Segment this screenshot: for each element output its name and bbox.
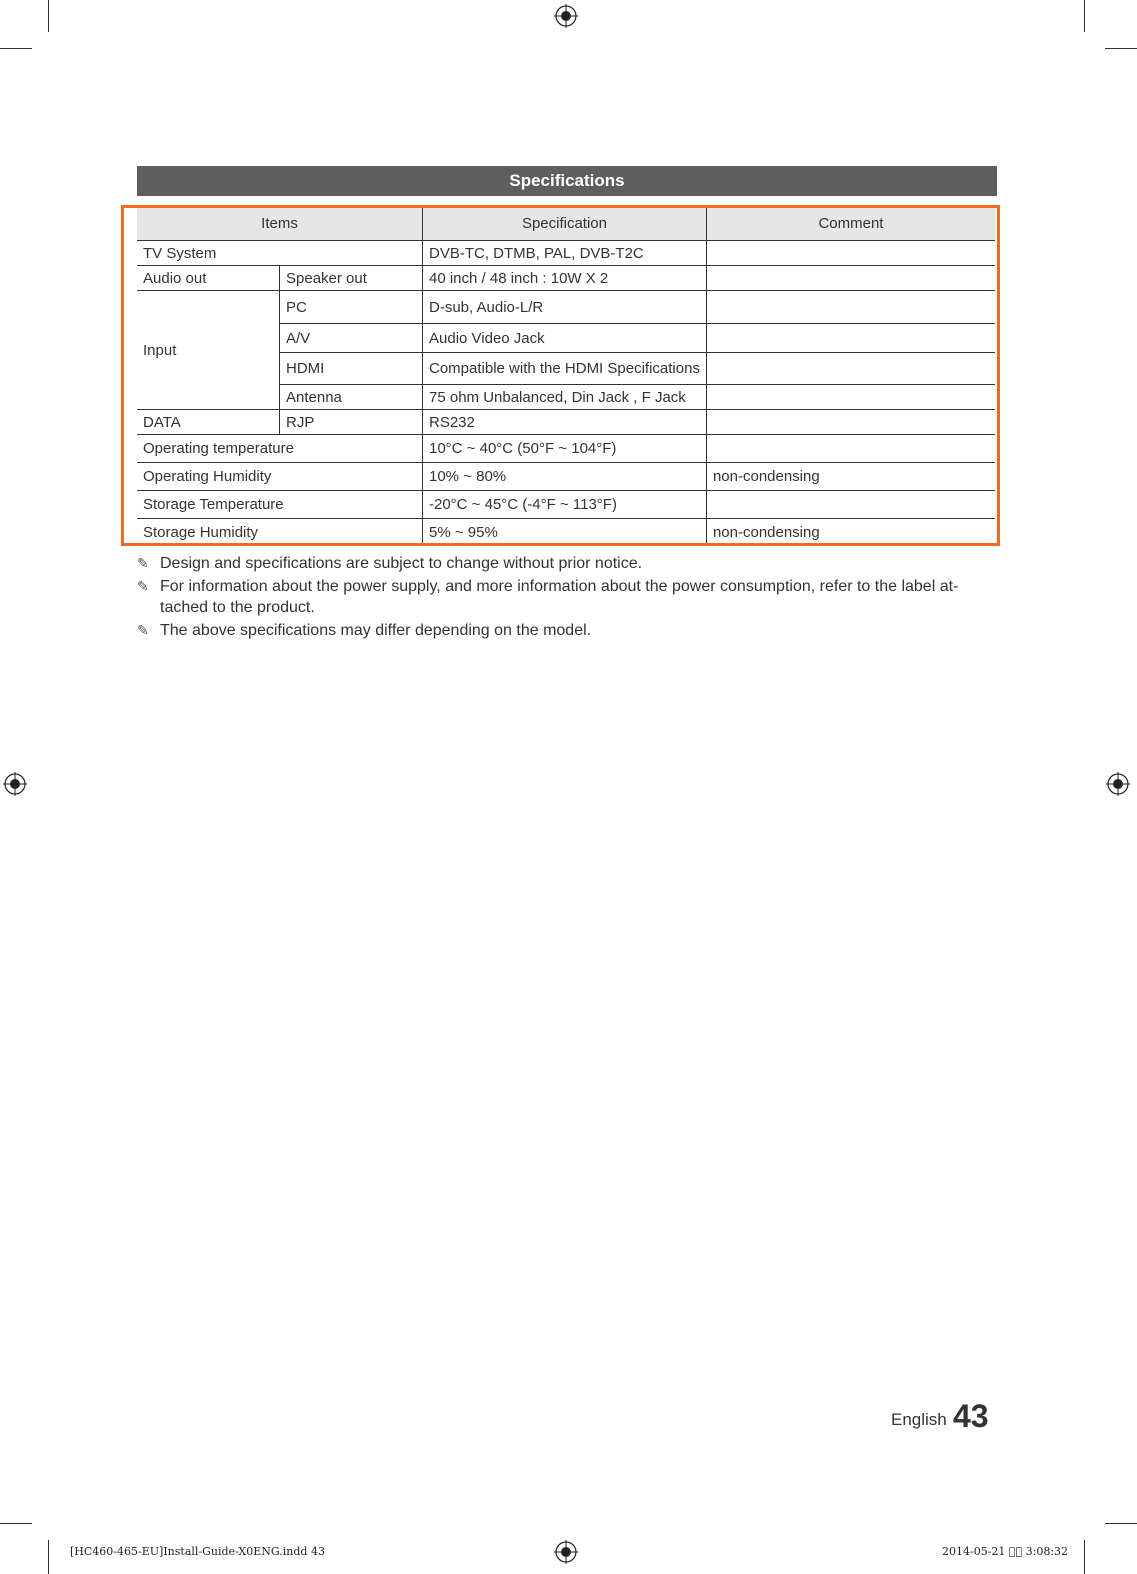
item-cell: Storage Humidity bbox=[143, 523, 259, 541]
registration-mark-icon bbox=[554, 1540, 578, 1564]
list-item bbox=[137, 576, 997, 618]
slug-timestamp: 2014-05-21 ￿￿ 3:08:32 bbox=[942, 1545, 1069, 1558]
highlight-box bbox=[121, 205, 1000, 546]
spec-cell: Compatible with the HDMI Specifications bbox=[423, 353, 707, 385]
spec-cell: 75 ohm Unbalanced, Din Jack , F Jack bbox=[423, 385, 707, 410]
spec-cell: -20°C ~ 45°C (-4°F ~ 113°F) bbox=[423, 491, 707, 519]
sub-item-cell: PC bbox=[280, 291, 423, 324]
spec-cell: RS232 bbox=[423, 410, 707, 435]
note-text: Design and specifications are subject to change without prior notice. bbox=[160, 555, 643, 572]
crop-mark bbox=[0, 48, 32, 49]
spec-cell: DVB-TC, DTMB, PAL, DVB-T2C bbox=[423, 241, 707, 266]
registration-mark-icon bbox=[1106, 772, 1130, 796]
section-title: Specifications bbox=[137, 166, 997, 196]
comment-cell: non-condensing bbox=[706, 519, 995, 546]
registration-mark-icon bbox=[3, 772, 27, 796]
crop-mark bbox=[48, 1540, 49, 1574]
header-specification: Specification bbox=[423, 207, 707, 241]
crop-mark bbox=[1084, 1540, 1085, 1574]
crop-mark bbox=[1105, 48, 1137, 49]
sub-item-cell: HDMI bbox=[280, 353, 423, 385]
item-cell: TV System bbox=[137, 241, 423, 266]
item-cell: Input bbox=[137, 291, 280, 410]
sub-item-cell: Antenna bbox=[280, 385, 423, 410]
note-text: The above specifications may differ depending on the model. bbox=[160, 622, 592, 639]
crop-mark bbox=[0, 1523, 32, 1524]
list-item bbox=[137, 553, 997, 574]
spec-cell: D-sub, Audio-L/R bbox=[423, 291, 707, 324]
header-comment: Comment bbox=[706, 207, 995, 241]
spec-cell: 40 inch / 48 inch : 10W X 2 bbox=[423, 266, 707, 291]
spec-cell: Audio Video Jack bbox=[423, 324, 707, 353]
item-cell: DATA bbox=[137, 410, 280, 435]
item-cell: Operating temperature bbox=[137, 435, 423, 463]
item-cell: Operating Humidity bbox=[137, 463, 423, 491]
slug-filename: [HC460-465-EU]Install-Guide-X0ENG.indd 43 bbox=[70, 1545, 325, 1558]
page-number: 43 bbox=[953, 1398, 989, 1434]
spec-cell: 10°C ~ 40°C (50°F ~ 104°F) bbox=[423, 435, 707, 463]
note-text: For information about the power supply, and more information about the power consumption, refer to the label at-tached to the product. bbox=[160, 578, 959, 616]
spec-cell: 10% ~ 80% bbox=[423, 463, 707, 491]
pencil-icon: ✎ bbox=[137, 622, 149, 638]
crop-mark bbox=[1084, 0, 1085, 32]
crop-mark bbox=[48, 0, 49, 32]
comment-cell: non-condensing bbox=[706, 463, 995, 491]
footer-language: English bbox=[891, 1410, 947, 1429]
registration-mark-icon bbox=[554, 4, 578, 28]
list-item bbox=[137, 620, 997, 641]
pencil-icon: ✎ bbox=[137, 578, 149, 594]
sub-item-cell: A/V bbox=[280, 324, 423, 353]
crop-mark bbox=[1105, 1523, 1137, 1524]
item-cell: Audio out bbox=[137, 266, 280, 291]
spec-cell: 5% ~ 95% bbox=[423, 519, 707, 546]
header-items: Items bbox=[137, 207, 423, 241]
sub-item-cell: RJP bbox=[280, 410, 423, 435]
sub-item-cell: Speaker out bbox=[280, 266, 423, 291]
notes-list bbox=[137, 553, 997, 643]
item-cell: Storage Temperature bbox=[137, 491, 423, 519]
pencil-icon: ✎ bbox=[137, 555, 149, 571]
